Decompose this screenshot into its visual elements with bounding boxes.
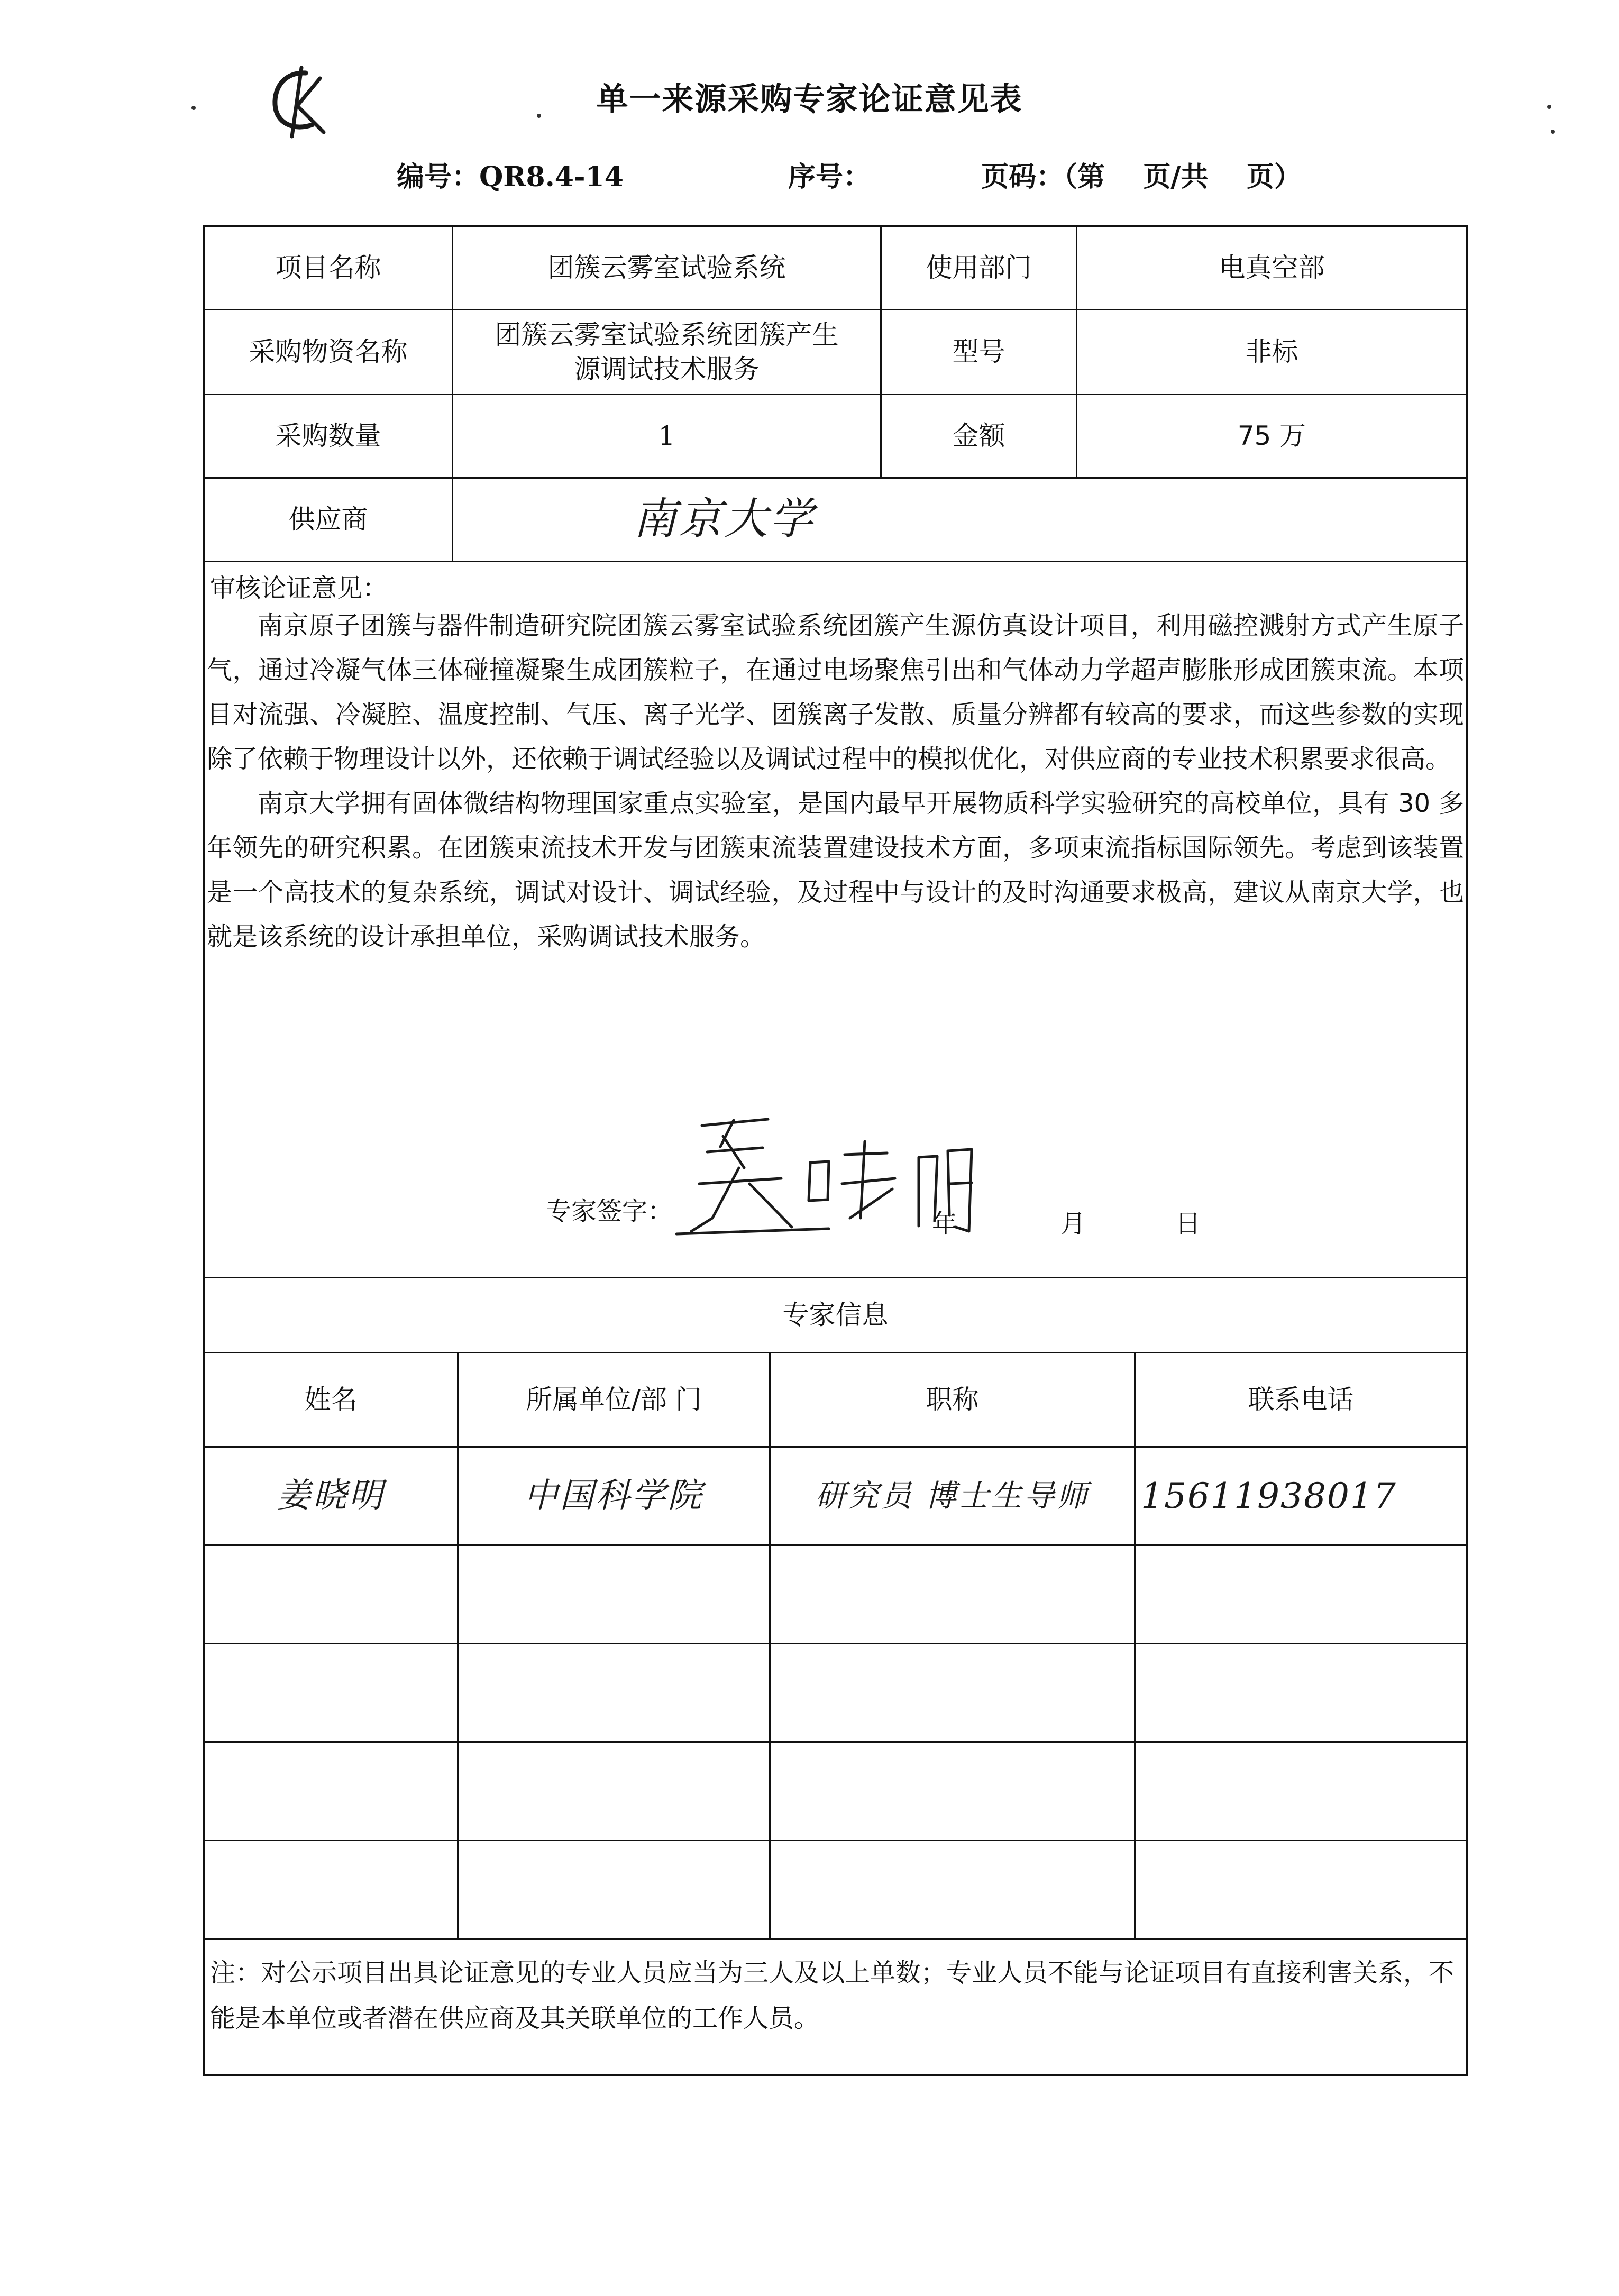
supplier-label: 供应商 <box>205 479 453 561</box>
review-form-table <box>203 225 1468 2076</box>
sign-year-label: 年 <box>932 1209 958 1239</box>
empty-cell <box>205 1644 459 1741</box>
header-organization: 所属单位/部 门 <box>459 1353 771 1446</box>
empty-cell <box>205 1841 459 1938</box>
quantity-value: 1 <box>453 395 882 477</box>
document-code: 编号：QR8.4-14 <box>397 161 624 193</box>
empty-cell <box>459 1841 771 1938</box>
header-phone: 联系电话 <box>1248 1384 1354 1415</box>
amount-value: 75 万 <box>1237 420 1306 451</box>
header-name: 姓名 <box>205 1353 459 1446</box>
row-material <box>205 310 1466 395</box>
empty-cell <box>459 1743 771 1840</box>
expert-table-header <box>205 1353 1466 1448</box>
model-value: 非标 <box>1245 336 1298 367</box>
quantity-label: 采购数量 <box>205 395 453 477</box>
document-title: 单一来源采购专家论证意见表 <box>596 81 1023 118</box>
opinion-paragraph-2: 南京大学拥有固体微结构物理国家重点实验室，是国内最早开展物质科学实验研究的高校单位，具有 30 多年领先的研究积累。在团簇束流技术开发与团簇束流装置建设技术方面，多项束流指标国际领先。考虑到该装置是一个高技术的复杂系统，调试对设计、调试经验，及过程中与设计的及时沟通要求极高，建议从南京大学，也就是该系统的设计承担单位，采购调试技术服务。 <box>207 789 1464 952</box>
supplier-value <box>453 479 1466 561</box>
expert-info-title: 专家信息 <box>782 1300 889 1330</box>
review-opinion-section <box>205 562 1466 1278</box>
scan-speck <box>1551 130 1555 134</box>
material-label: 采购物资名称 <box>205 310 453 394</box>
sign-month-label: 月 <box>1060 1209 1086 1239</box>
expert-info-title-row <box>205 1278 1466 1353</box>
empty-cell <box>771 1644 1136 1741</box>
scan-speck <box>537 114 541 118</box>
empty-cell <box>205 1743 459 1840</box>
expert-row-empty <box>205 1841 1466 1940</box>
opinion-paragraph-1: 南京原子团簇与器件制造研究院团簇云雾室试验系统团簇产生源仿真设计项目，利用磁控溅射方式产生原子气，通过冷凝气体三体碰撞凝聚生成团簇粒子，在通过电场聚焦引出和气体动力学超声膨胀形成团簇束流。本项目对流强、冷凝腔、温度控制、气压、离子光学、团簇离子发散、质量分辨都有较高的要求，而这些参数的实现除了依赖于物理设计以外，还依赖于调试经验以及调试过程中的模拟优化，对供应商的专业技术积累要求很高。 <box>207 611 1464 774</box>
opinion-body <box>207 603 1464 959</box>
scan-speck <box>191 106 196 110</box>
opinion-label: 审核论证意见： <box>210 573 388 603</box>
expert-row-empty <box>205 1546 1466 1644</box>
sequence-number: 序号： <box>788 161 871 193</box>
department-value: 电真空部 <box>1219 252 1325 283</box>
scan-speck <box>1547 105 1551 109</box>
page-number: 页码：（第 页/共 页） <box>981 161 1302 193</box>
empty-cell <box>771 1841 1136 1938</box>
expert-organization: 中国科学院 <box>459 1448 771 1544</box>
empty-cell <box>205 1546 459 1643</box>
empty-cell <box>771 1546 1136 1643</box>
empty-cell <box>459 1644 771 1741</box>
footnote: 注：对公示项目出具论证意见的专业人员应当为三人及以上单数；专业人员不能与论证项目有直接利害关系，不能是本单位或者潜在供应商及其关联单位的工作人员。 <box>210 1958 1455 2033</box>
empty-cell <box>459 1546 771 1643</box>
row-supplier <box>205 479 1466 562</box>
expert-row-empty <box>205 1743 1466 1841</box>
expert-signature-label: 专家签字： <box>546 1196 673 1226</box>
expert-name: 姜晓明 <box>205 1448 459 1544</box>
expert-title: 研究员 博士生导师 <box>771 1448 1136 1544</box>
project-name-value: 团簇云雾室试验系统 <box>453 227 882 309</box>
row-project <box>205 227 1466 310</box>
department-label: 使用部门 <box>882 227 1077 309</box>
header-title: 职称 <box>771 1353 1136 1446</box>
supplier-handwriting: 南京大学 <box>633 494 815 545</box>
model-label: 型号 <box>882 310 1077 394</box>
empty-cell <box>771 1743 1136 1840</box>
material-value: 团簇云雾室试验系统团簇产生源调试技术服务 <box>453 310 882 394</box>
sign-day-label: 日 <box>1175 1209 1201 1239</box>
expert-phone: 15611938017 <box>1141 1475 1397 1516</box>
expert-row <box>205 1448 1466 1546</box>
project-name-label: 项目名称 <box>205 227 453 309</box>
note-row <box>205 1940 1466 2074</box>
amount-label: 金额 <box>882 395 1077 477</box>
row-quantity <box>205 395 1466 479</box>
expert-row-empty <box>205 1644 1466 1743</box>
